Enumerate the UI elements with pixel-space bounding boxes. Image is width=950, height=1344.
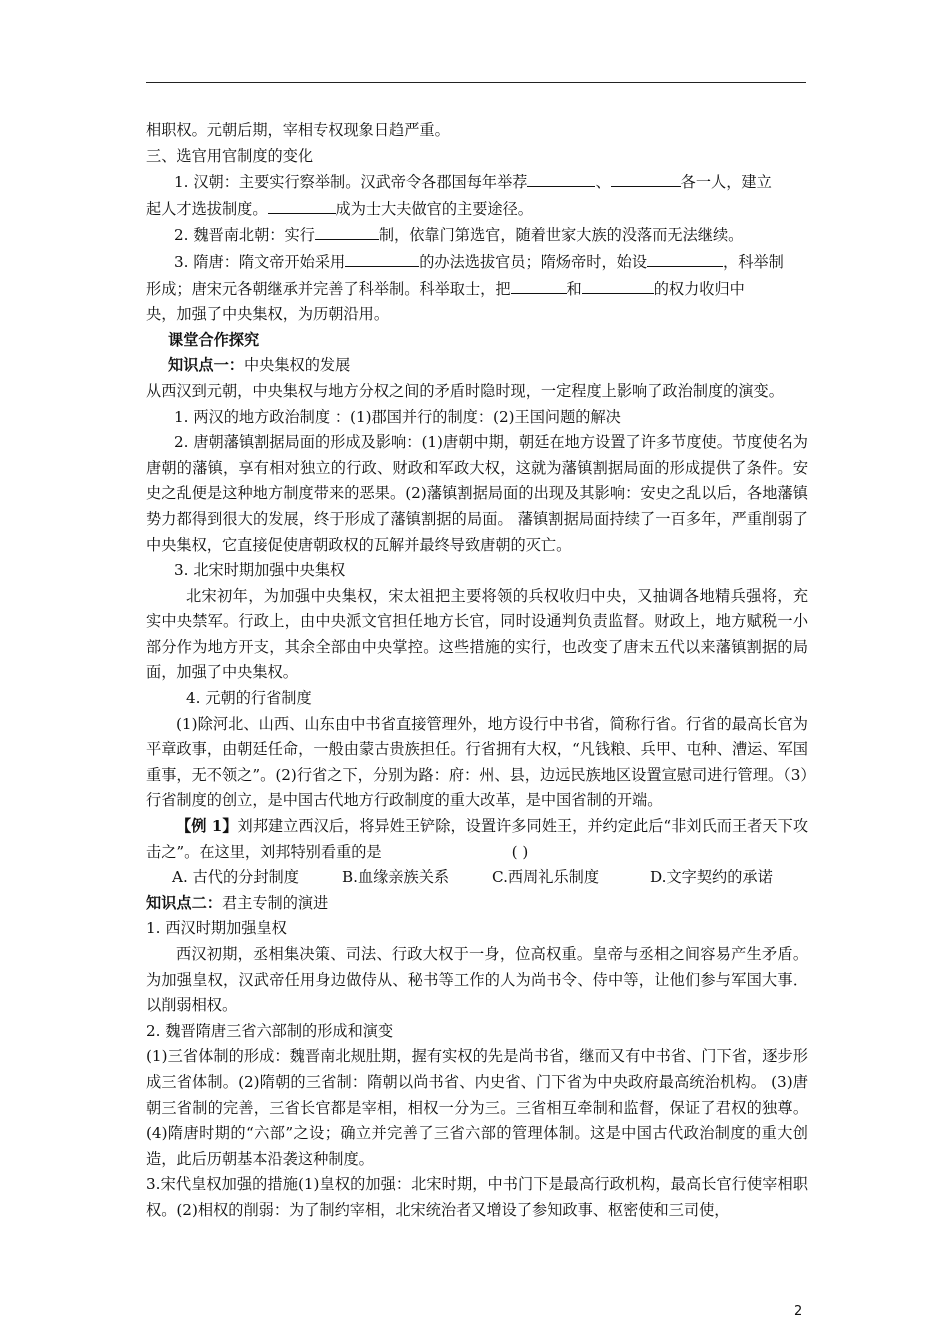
option-d[interactable]: D.文字契约的承诺: [650, 868, 773, 887]
section3-title: 三、选官用官制度的变化: [146, 146, 314, 165]
blank-field[interactable]: [511, 276, 567, 294]
kp1-item4-body: (1)除河北、山西、山东由中书省直接管理外，地方设行中书省，简称行省。行省的最高长官为平章政事，由朝廷任命，一般由蒙古贵族担任。行省拥有大权，“凡钱粮、兵甲、屯种、漕运、军国重事，无不领之”。(2)行省之下，分别为路：府：州、县，边远民族地区设置宣慰司进行管理。（3）行省制度的创立，是中国古代地方行政制度的重大改革，是中国省制的开端。: [146, 714, 808, 810]
blank-field[interactable]: [268, 196, 336, 214]
han-line-1: 1. 汉朝：主要实行察举制。汉武帝令各郡国每年举荐 、 各一人，建立: [146, 169, 808, 196]
kp1-heading: 知识点一：中央集权的发展: [168, 356, 351, 375]
kp1-item1: 1. 两汉的地方政治制度 ：(1)郡国并行的制度：(2)王国问题的解决: [174, 407, 621, 426]
sui-line-1: 3. 隋唐：隋文帝开始采用 的办法选拔官员；隋炀帝时，始设 ，科举制: [146, 249, 808, 276]
option-b[interactable]: B.血缘亲族关系: [342, 868, 450, 887]
blank-field[interactable]: [582, 276, 654, 294]
kp2-heading: 知识点二：君主专制的演进: [146, 893, 329, 912]
han-line-2: 起人才选拔制度。 成为士大夫做官的主要途径。: [146, 196, 808, 223]
kp1-item3-body: 北宋初年，为加强中央集权，宋太祖把主要将领的兵权收归中央，又抽调各地精兵强将，充实中央禁军。行政上，由中央派文官担任地方长官，同时设通判负责监督。财政上，地方赋税一小部分作为地方开支，其余全部由中央掌控。这些措施的实行，也改变了唐末五代以来藩镇割据的局面，加强了中央集权。: [146, 586, 808, 682]
example-1: 【例 1】刘邦建立西汉后，将异姓王铲除，设置许多同姓王，并约定此后“非刘氏而王者天下攻击之”。在这里，刘邦特别看重的是 ( ): [146, 817, 809, 861]
kp1-intro: 从西汉到元朝，中央集权与地方分权之间的矛盾时隐时现，一定程度上影响了政治制度的演变。: [146, 381, 784, 400]
blank-field[interactable]: [527, 169, 595, 187]
page-number: 2: [794, 1304, 803, 1319]
option-c[interactable]: C.西周礼乐制度: [492, 868, 600, 887]
kp1-item3-title: 3. 北宋时期加强中央集权: [174, 561, 346, 580]
kp2-s1-body: 西汉初期，丞相集决策、司法、行政大权于一身，位高权重。皇帝与丞相之间容易产生矛盾。为加强皇权，汉武帝任用身边做侍从、秘书等工作的人为尚书令、侍中等，让他们参与军国大事．以削弱相权。: [146, 945, 808, 1015]
option-a[interactable]: A. 古代的分封制度: [172, 868, 299, 887]
answer-paren[interactable]: ( ): [511, 842, 529, 861]
blank-field[interactable]: [345, 249, 419, 267]
kp2-s2-body: (1)三省体制的形成：魏晋南北规肚期，握有实权的先是尚书省，继而又有中书省、门下省，逐步形成三省体制。(2)隋朝的三省制：隋朝以尚书省、内史省、门下省为中央政府最高统治机构。 (3)唐朝三省制的完善，三省长官都是宰相，相权一分为三。三省相互牵制和监督，保证了君权的独尊。(4)隋唐时期的“六部”之设；确立并完善了三省六部的管理体制。这是中国古代政治制度的重大创造，此后历朝基本沿袭这种制度。: [146, 1047, 808, 1168]
wei-line: 2. 魏晋南北朝：实行 制，依靠门第选官，随着世家大族的没落而无法继续。: [146, 222, 808, 249]
document-page: [146, 118, 808, 1224]
coop-title: 课堂合作探究: [168, 330, 260, 349]
sui-line-2: 形成；唐宋元各朝继承并完善了科举制。科举取士，把 和 的权力收归中: [146, 276, 808, 303]
blank-field[interactable]: [611, 169, 681, 187]
example-options: [146, 865, 808, 891]
kp1-item2: 2. 唐朝藩镇割据局面的形成及影响：(1)唐朝中期，朝廷在地方设置了许多节度使。节度使名为唐朝的藩镇，享有相对独立的行政、财政和军政大权，这就为藩镇割据局面的形成提供了条件。安史之乱便是这种地方制度带来的恶果。(2)藩镇割据局面的出现及其影响：安史之乱以后，各地藩镇势力都得到很大的发展，终于形成了藩镇割据的局面。 藩镇割据局面持续了一百多年，严重削弱了中央集权，它直接促使唐朝政权的瓦解并最终导致唐朝的灭亡。: [146, 433, 808, 554]
header-rule: [146, 82, 806, 83]
kp1-item4-title: 4. 元朝的行省制度: [186, 689, 312, 708]
kp2-s2-title: 2. 魏晋隋唐三省六部制的形成和演变: [146, 1021, 394, 1040]
continuation-text: 相职权。元朝后期，宰相专权现象日趋严重。: [146, 121, 450, 139]
blank-field[interactable]: [315, 222, 379, 240]
kp2-s3-body: 3.宋代皇权加强的措施(1)皇权的加强：北宋时期，中书门下是最高行政机构，最高长官行使宰相职权。(2)相权的削弱：为了制约宰相，北宋统治者又增设了参知政事、枢密使和三司使，: [146, 1175, 808, 1219]
kp2-s1-title: 1. 西汉时期加强皇权: [146, 919, 287, 938]
blank-field[interactable]: [647, 249, 723, 267]
sui-line-3: 央，加强了中央集权，为历朝沿用。: [146, 305, 389, 324]
